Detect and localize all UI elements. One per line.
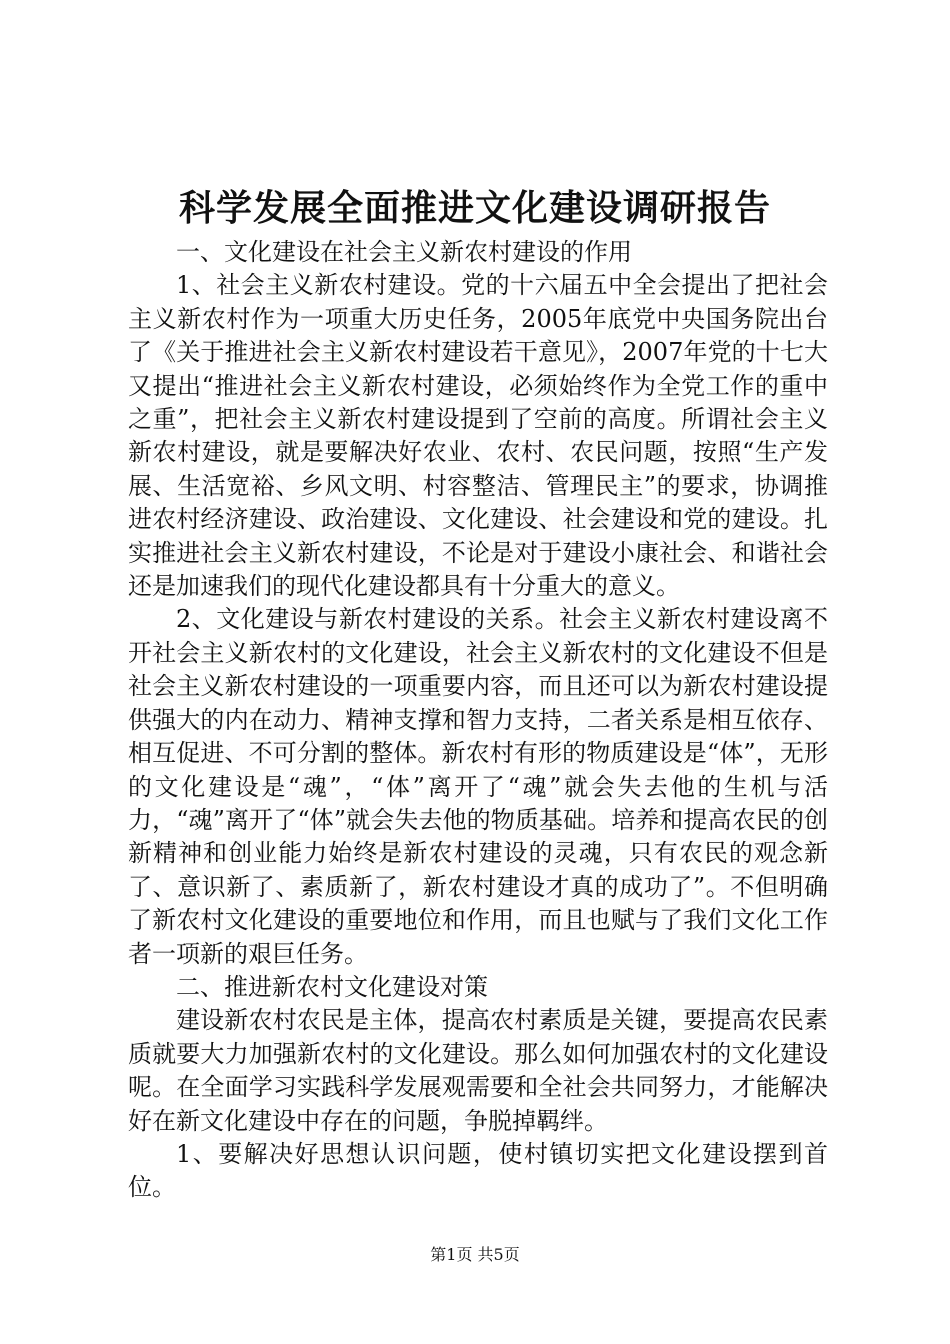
paragraph-1: 1、社会主义新农村建设。党的十六届五中全会提出了把社会主义新农村作为一项重大历史任务，2005年底党中央国务院出台了《关于推进社会主义新农村建设若干意见》，2007年党的十七大又提出“推进社会主义新农村建设，必须始终作为全党工作的重中之重”，把社会主义新农村建设提到了空前的高度。所谓社会主义新农村建设，就是要解决好农业、农村、农民问题，按照“生产发展、生活宽裕、乡风文明、村容整洁、管理民主”的要求，协调推进农村经济建设、政治建设、文化建设、社会建设和党的建设。扎实推进社会主义新农村建设，不论是对于建设小康社会、和谐社会还是加速我们的现代化建设都具有十分重大的意义。 [128,271,828,601]
page-number-footer: 第1页 共5页 [430,1245,520,1264]
document-body [128,236,828,1205]
section-heading-2: 二、推进新农村文化建设对策 [176,972,488,1001]
document-title: 科学发展全面推进文化建设调研报告 [178,187,771,229]
paragraph-2: 2、文化建设与新农村建设的关系。社会主义新农村建设离不开社会主义新农村的文化建设，社会主义新农村的文化建设不但是社会主义新农村建设的一项重要内容，而且还可以为新农村建设提供强大的内在动力、精神支撑和智力支持，二者关系是相互依存、相互促进、不可分割的整体。新农村有形的物质建设是“体”，无形的文化建设是“魂”，“体”离开了“魂”就会失去他的生机与活力，“魂”离开了“体”就会失去他的物质基础。培养和提高农民的创新精神和创业能力始终是新农村建设的灵魂，只有农民的观念新了、意识新了、素质新了，新农村建设才真的成功了”。不但明确了新农村文化建设的重要地位和作用，而且也赋与了我们文化工作者一项新的艰巨任务。 [128,605,828,968]
paragraph-3: 建设新农村农民是主体，提高农村素质是关键，要提高农民素质就要大力加强新农村的文化建设。那么如何加强农村的文化建设呢。在全面学习实践科学发展观需要和全社会共同努力，才能解决好在新文化建设中存在的问题，争脱掉羁绊。 [128,1006,828,1135]
paragraph-4: 1、要解决好思想认识问题，使村镇切实把文化建设摆到首位。 [128,1139,828,1202]
section-heading-1: 一、文化建设在社会主义新农村建设的作用 [176,238,632,266]
